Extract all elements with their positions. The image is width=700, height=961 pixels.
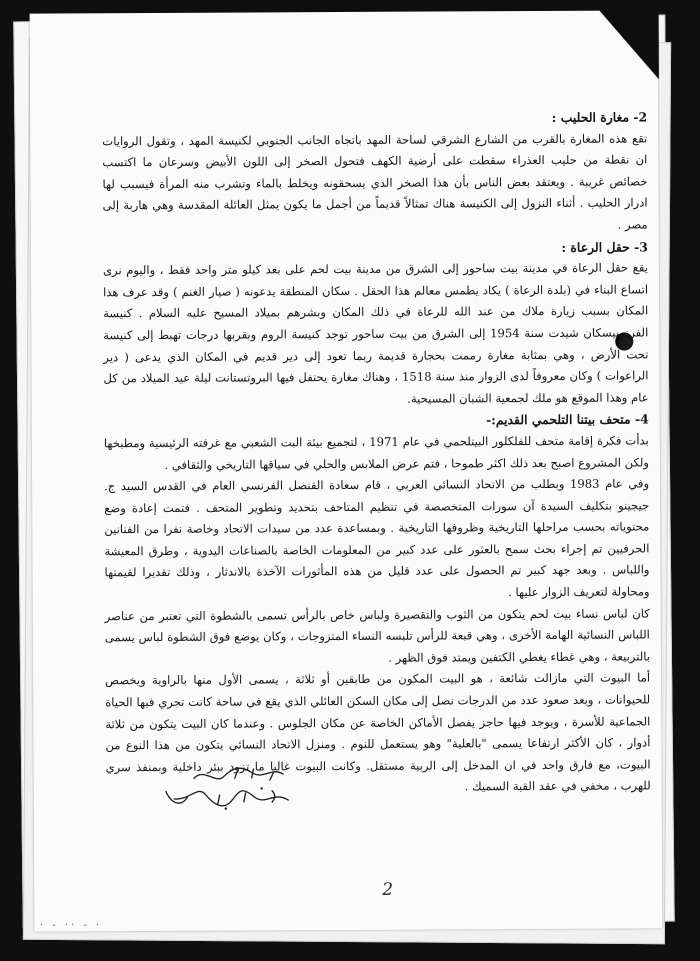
scan-edge-shadow [692,548,698,928]
section-heading: 3- حقل الرعاة : [561,238,648,255]
handwritten-signature [154,760,294,821]
section-paragraph: بدأت فكرة إقامة متحف للفلكلور البيتلحمي في عام 1971 ، لتجميع بيئة البت الشعبي مع غرفته الرئيسية ومطبخها ولكن المشروع اصبح بعد ذلك اكثر طموحا ، فتم عرض الملابس والحلي في سياقها التاريخي والثقافي . [103,433,649,472]
back-sheet-marks: · - ·· - · [40,920,103,931]
section-paragraph: وفي عام 1983 وبطلب من الاتحاد النسائي العربي ، قام سعادة القنصل الفرنسي العام في القدس السيد ج. جيجينو بتكليف السيدة آن سورات المتخصصة في تنظيم المتاحف بتحديد وتطوير المتحف . فتمت إعادة وضع محتوياته بحسب مراحلها التاريخية وظروفها التاريخية . وبمساعدة عدد من سيدات الاتحاد وخاصة نفرا من الفنانين الحرفيين تم إجراء بحث سمح بالعثور على عدد كبير من المعلومات الخاصة بالصناعات اليدوية ، وطرق المعيشة واللباس . وبعد جهد كبير تم الحصول على عدد قليل من هذه المأثورات الآخذة بالاندثار ، وذلك تقديرا لقيمتها ومحاولة لتعريف الزوار عليها . [104,476,650,600]
section-heading: 4- متحف بيتنا التلحمي القديم:- [486,411,649,428]
section-paragraph: يقع حقل الرعاة في مدينة بيت ساحور إلى الشرق من مدينة بيت لحم على بعد كيلو متر واحد فقط ، واليوم نرى اتساع البناء في (بلدة الرعاة ) يكاد يطمس معالم هذا الحقل . سكان المنطقة يدعونه ( صيار الغنم ) وقد عرف هذا المكان بسبب زيارة ملاك من عند الله للرعاة في ذلك المكان وبشرهم بميلاد المسيح عليه السلام . كنيسة الفرنسيسكان شيدت سنة 1954 إلى الشرق من بيت ساحور توجد كنيسة الروم وبقربها درجات تهبط إلى كنيسة تحت الأرض ، وهي بمثابة مغارة رممت بحجارة قديمة ربما تعود إلى دير قديم في المكان الذي يدعى ( دير الراعوات ) وكان معروفاً لدى الزوار منذ سنة 1518 ، وهناك مغارة يحتفل فيها البروتستانت ليلة عيد الميلاد من كل عام وهذا الموقع هو ملك لجمعية الشبان المسيحية. [102,260,649,406]
folded-corner [599,9,659,79]
section-heading: 2- مغارة الحليب : [551,109,648,125]
section-paragraph: أما البيوت التي مازالت شائعة ، هو البيت المكون من طابقين أو ثلاثة ، يسمى الأول منها بالراوية ويخصص للحيوانات ، وبعد صعود عدد من الدرجات نصل إلى مكان السكن العائلي الذي يقع في ساحة كانت تجري فيها الحياة الجماعية للأسرة ، ويوجد فيها حاجز يفصل الأماكن الخاصة عن مكان الجلوس . وعندما كان البيت يتكون من ثلاثة أدوار ، كان الأكثر ارتفاعا يسمى "بالعلية" وهو يستعمل للنوم . ومنزل الاتحاد النسائي يتكون من هذا النوع من البيوت، مع فارق واحد في ان المدخل إلى الربية مستقل. وكانت البيوت غالبا ما تزود ببئر داخلية وبمنفذ سري للهرب ، مخفي في عقد القبة السميك . [105,670,651,794]
document-page [30,10,663,931]
section-paragraph: كان لباس نساء بيت لحم يتكون من الثوب والتقصيرة ولباس خاص بالرأس تسمى بالشطوة التي تعتبر من عناصر اللباس النسائية الهامة الأخرى ، وهي قبعة للرأس تلبسه النساء المتزوجات ، وكان يوضع فوق الشطوة لباس يسمى بالتربيعة ، وهي غطاء يغطي الكتفين ويمتد فوق الظهر . [104,606,651,665]
document-body [102,106,651,800]
signature-scribble [154,760,294,821]
page-number: 2 [382,879,394,900]
section-paragraph: تقع هذه المغارة بالقرب من الشارع الشرقي لساحة المهد باتجاه الجانب الجنوبي لكنيسة المهد ، وتقول الروايات ان نقطة من حليب العذراء سقطت على أرضية الكهف فتحول الصخر إلى اللون الأبيض وسرعان ما اكتسب خصائص غريبة . ويعتقد بعض الناس بأن هذا الصخر الذي يسحقونه ويخلط بالماء وتشرب منه المرأة فيسبب لها ادرار الحليب . أثناء النزول إلى الكنيسة هناك تمثالاً قديماً من أجمل ما يكون يمثل العائلة المقدسة وهي هاربة إلى مصر . [102,131,648,232]
